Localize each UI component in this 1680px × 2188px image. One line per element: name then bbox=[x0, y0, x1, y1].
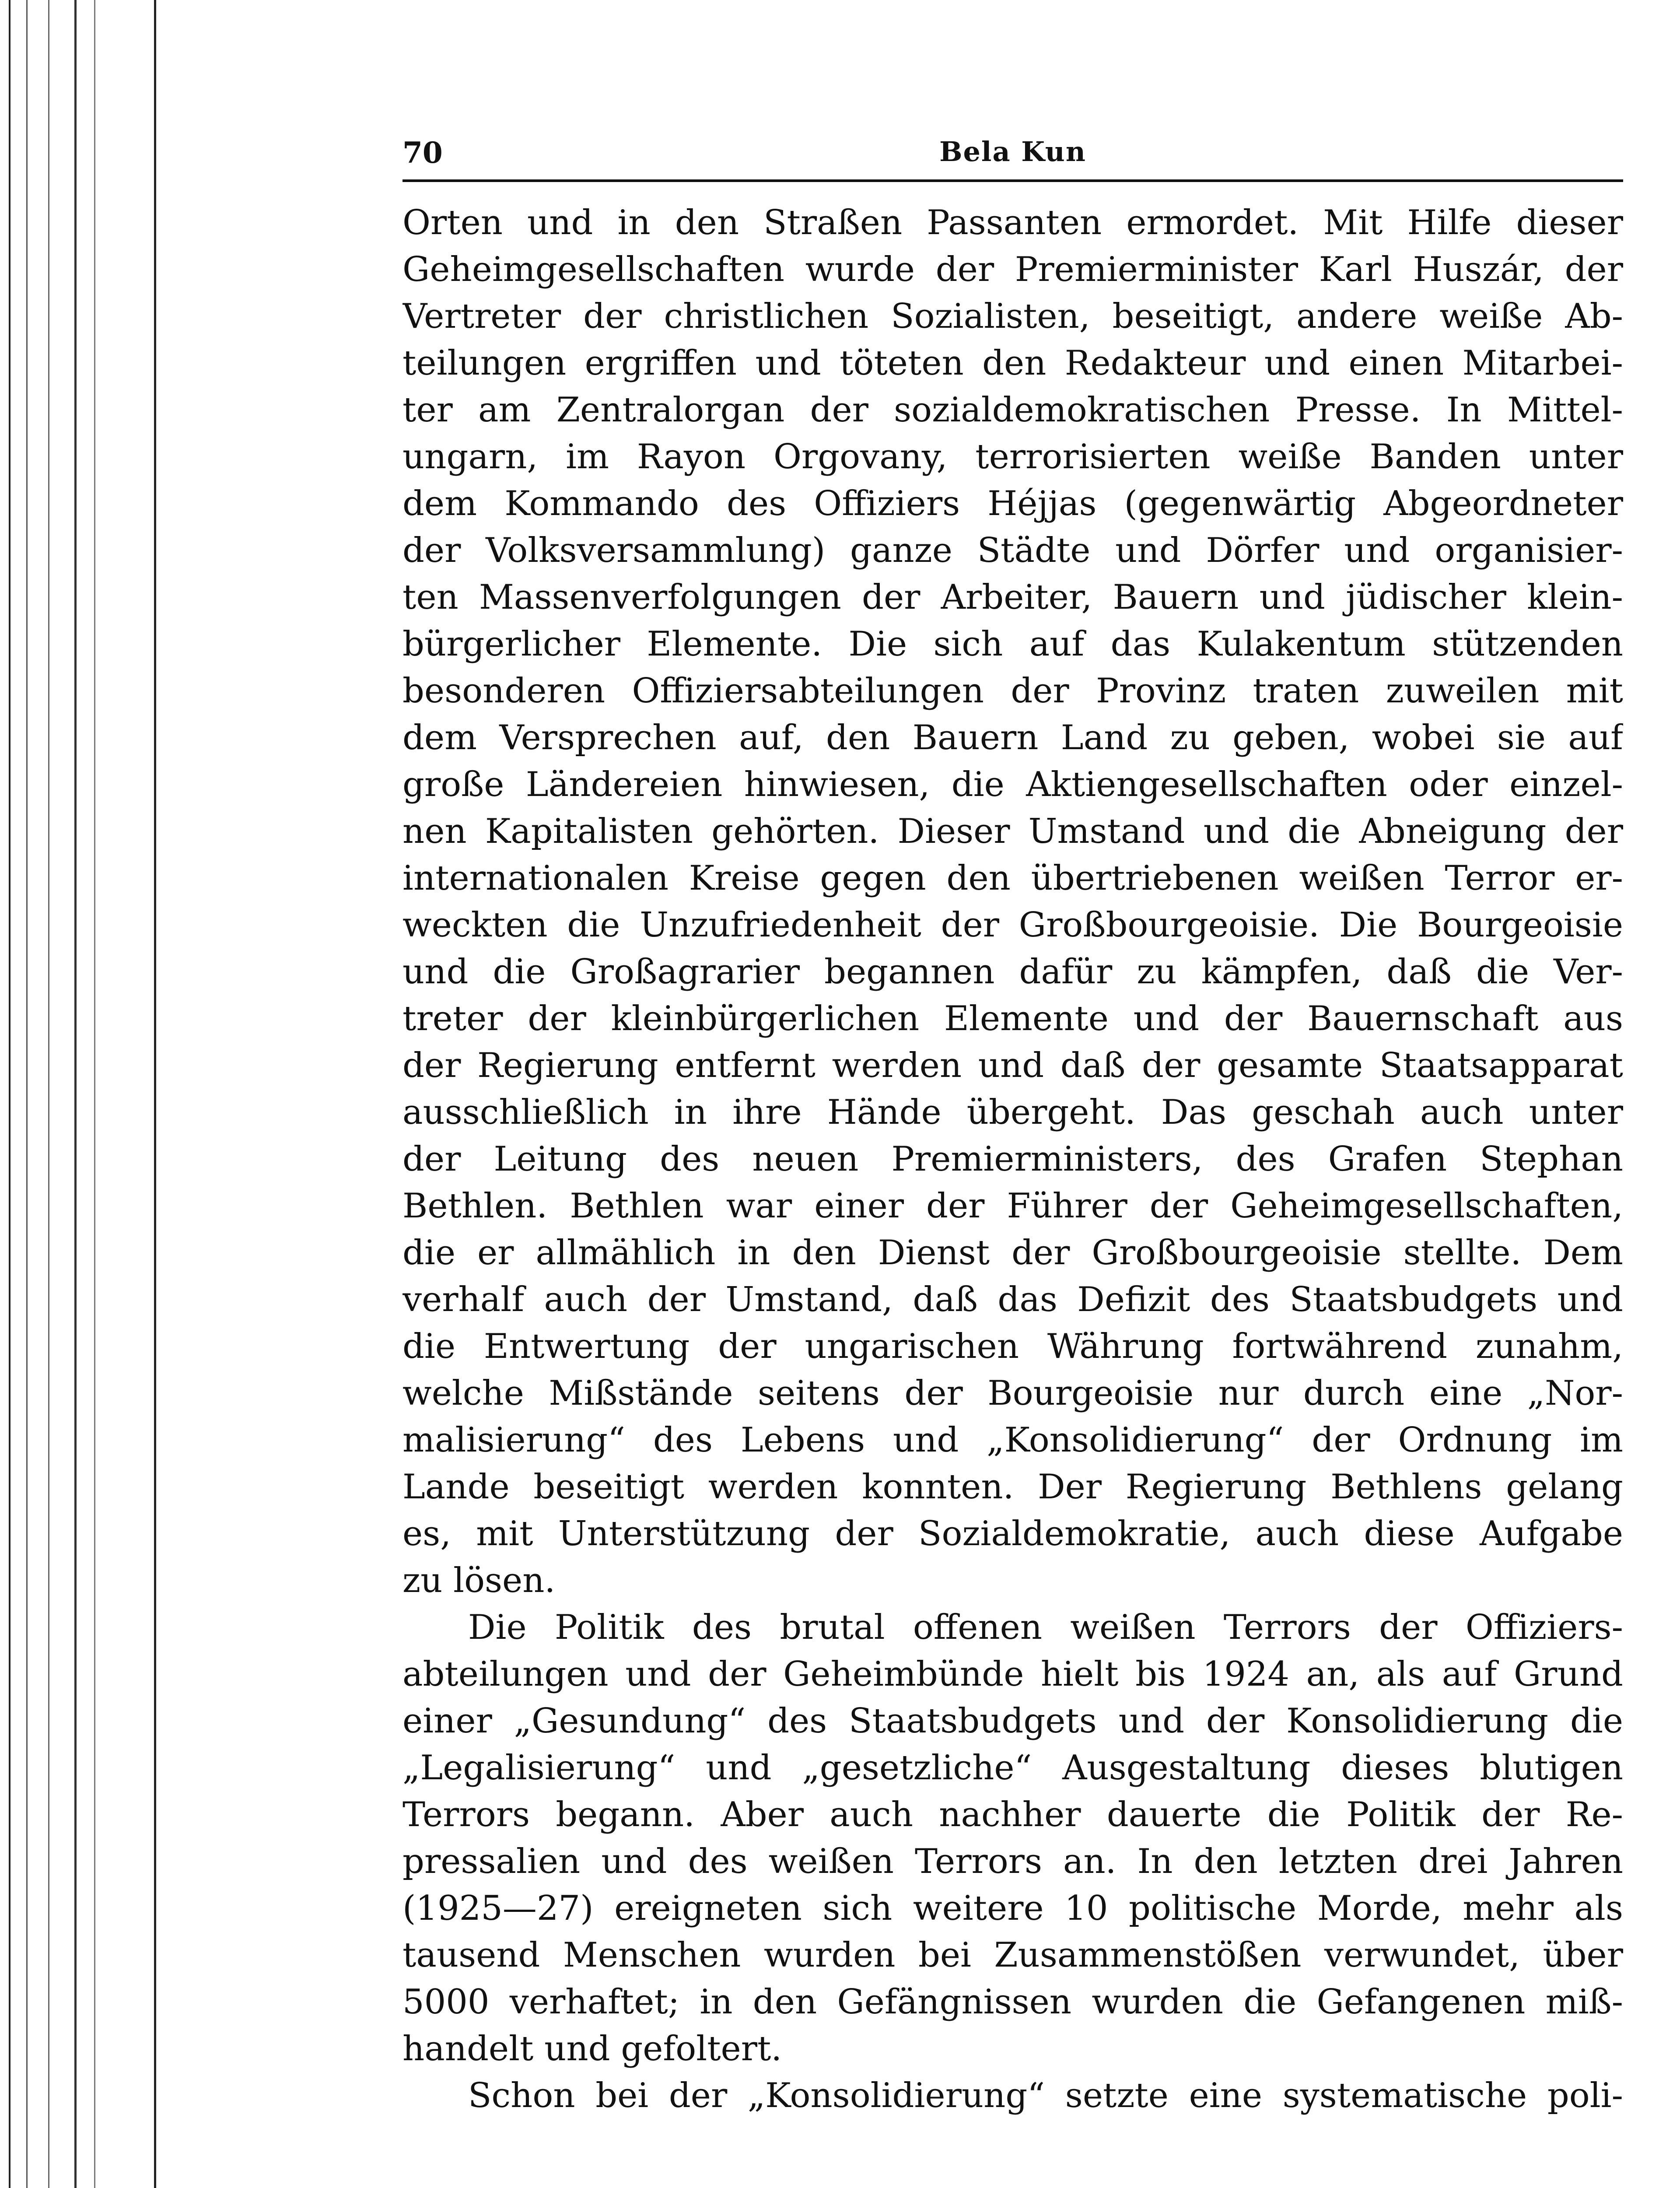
text-line: der Volksversammlung) ganze Städte und Dörfer und organisier- bbox=[402, 531, 1623, 570]
gutter-line bbox=[48, 0, 49, 2188]
text-line: Geheimgesellschaften wurde der Premierminister Karl Huszár, der bbox=[402, 250, 1623, 289]
gutter-line bbox=[9, 0, 10, 2188]
book-page bbox=[402, 131, 1623, 2119]
body-text bbox=[402, 200, 1623, 2119]
text-line: es, mit Unterstützung der Sozialdemokratie, auch diese Aufgabe bbox=[402, 1514, 1623, 1553]
text-line: ter am Zentralorgan der sozialdemokratischen Presse. In Mittel- bbox=[402, 390, 1623, 430]
text-line: Bethlen. Bethlen war einer der Führer der Geheimgesellschaften, bbox=[402, 1186, 1623, 1226]
text-line: abteilungen und der Geheimbünde hielt bis 1924 an, als auf Grund bbox=[402, 1655, 1623, 1694]
text-line: ausschließlich in ihre Hände übergeht. Das geschah auch unter bbox=[402, 1093, 1623, 1132]
text-line: weckten die Unzufriedenheit der Großbourgeoisie. Die Bourgeoisie bbox=[402, 905, 1623, 945]
text-line: große Ländereien hinwiesen, die Aktiengesellschaften oder einzel- bbox=[402, 765, 1623, 804]
text-line: einer „Gesundung“ des Staatsbudgets und der Konsolidierung die bbox=[402, 1701, 1623, 1741]
text-line: zu lösen. bbox=[402, 1561, 556, 1600]
scan-gutter bbox=[0, 0, 158, 2188]
text-line: „Legalisierung“ und „gesetzliche“ Ausgestaltung dieses blutigen bbox=[402, 1748, 1623, 1788]
text-line: bürgerlicher Elemente. Die sich auf das Kulakentum stützenden bbox=[402, 624, 1623, 664]
text-line: Schon bei der „Konsolidierung“ setzte eine systematische poli- bbox=[468, 2076, 1623, 2115]
gutter-line bbox=[154, 0, 156, 2188]
text-line: besonderen Offiziersabteilungen der Provinz traten zuweilen mit bbox=[402, 671, 1623, 711]
text-line: dem Kommando des Offiziers Héjjas (gegenwärtig Abgeordneter bbox=[402, 484, 1623, 523]
text-line: Orten und in den Straßen Passanten ermordet. Mit Hilfe dieser bbox=[402, 203, 1623, 242]
page-header bbox=[402, 131, 1623, 182]
text-line: internationalen Kreise gegen den übertriebenen weißen Terror er- bbox=[402, 859, 1623, 898]
text-line: treter der kleinbürgerlichen Elemente und der Bauernschaft aus bbox=[402, 999, 1623, 1038]
text-line: und die Großagrarier begannen dafür zu kämpfen, daß die Ver- bbox=[402, 952, 1623, 992]
text-line: die Entwertung der ungarischen Währung fortwährend zunahm, bbox=[402, 1327, 1623, 1366]
text-line: tausend Menschen wurden bei Zusammenstößen verwundet, über bbox=[402, 1936, 1623, 1975]
text-line: ungarn, im Rayon Orgovany, terrorisierten weiße Banden unter bbox=[402, 437, 1623, 477]
page-number: 70 bbox=[402, 136, 443, 170]
text-line: die er allmählich in den Dienst der Großbourgeoisie stellte. Dem bbox=[402, 1233, 1623, 1273]
text-line: Die Politik des brutal offenen weißen Terrors der Offiziers- bbox=[468, 1608, 1623, 1647]
gutter-line bbox=[94, 0, 95, 2188]
text-line: der Regierung entfernt werden und daß der gesamte Staatsapparat bbox=[402, 1046, 1623, 1085]
text-line: dem Versprechen auf, den Bauern Land zu geben, wobei sie auf bbox=[402, 718, 1623, 757]
text-line: Terrors begann. Aber auch nachher dauerte die Politik der Re- bbox=[402, 1795, 1623, 1834]
text-line: der Leitung des neuen Premierministers, des Grafen Stephan bbox=[402, 1140, 1623, 1179]
gutter-line bbox=[26, 0, 28, 2188]
text-line: malisierung“ des Lebens und „Konsolidierung“ der Ordnung im bbox=[402, 1420, 1623, 1460]
running-title: Bela Kun bbox=[939, 136, 1086, 168]
text-line: nen Kapitalisten gehörten. Dieser Umstand und die Abneigung der bbox=[402, 812, 1623, 851]
text-line: Lande beseitigt werden konnten. Der Regierung Bethlens gelang bbox=[402, 1467, 1623, 1507]
text-line: pressalien und des weißen Terrors an. In den letzten drei Jahren bbox=[402, 1842, 1623, 1881]
gutter-line bbox=[74, 0, 77, 2188]
text-line: teilungen ergriffen und töteten den Redakteur und einen Mitarbei- bbox=[402, 344, 1623, 383]
text-line: handelt und gefoltert. bbox=[402, 2029, 782, 2069]
text-line: (1925—27) ereigneten sich weitere 10 politische Morde, mehr als bbox=[402, 1889, 1623, 1928]
text-line: verhalf auch der Umstand, daß das Defizit des Staatsbudgets und bbox=[402, 1280, 1623, 1319]
text-line: Vertreter der christlichen Sozialisten, beseitigt, andere weiße Ab- bbox=[402, 297, 1623, 336]
text-line: 5000 verhaftet; in den Gefängnissen wurden die Gefangenen miß- bbox=[402, 1982, 1623, 2022]
text-line: ten Massenverfolgungen der Arbeiter, Bauern und jüdischer klein- bbox=[402, 578, 1623, 617]
text-line: welche Mißstände seitens der Bourgeoisie nur durch eine „Nor- bbox=[402, 1374, 1623, 1413]
